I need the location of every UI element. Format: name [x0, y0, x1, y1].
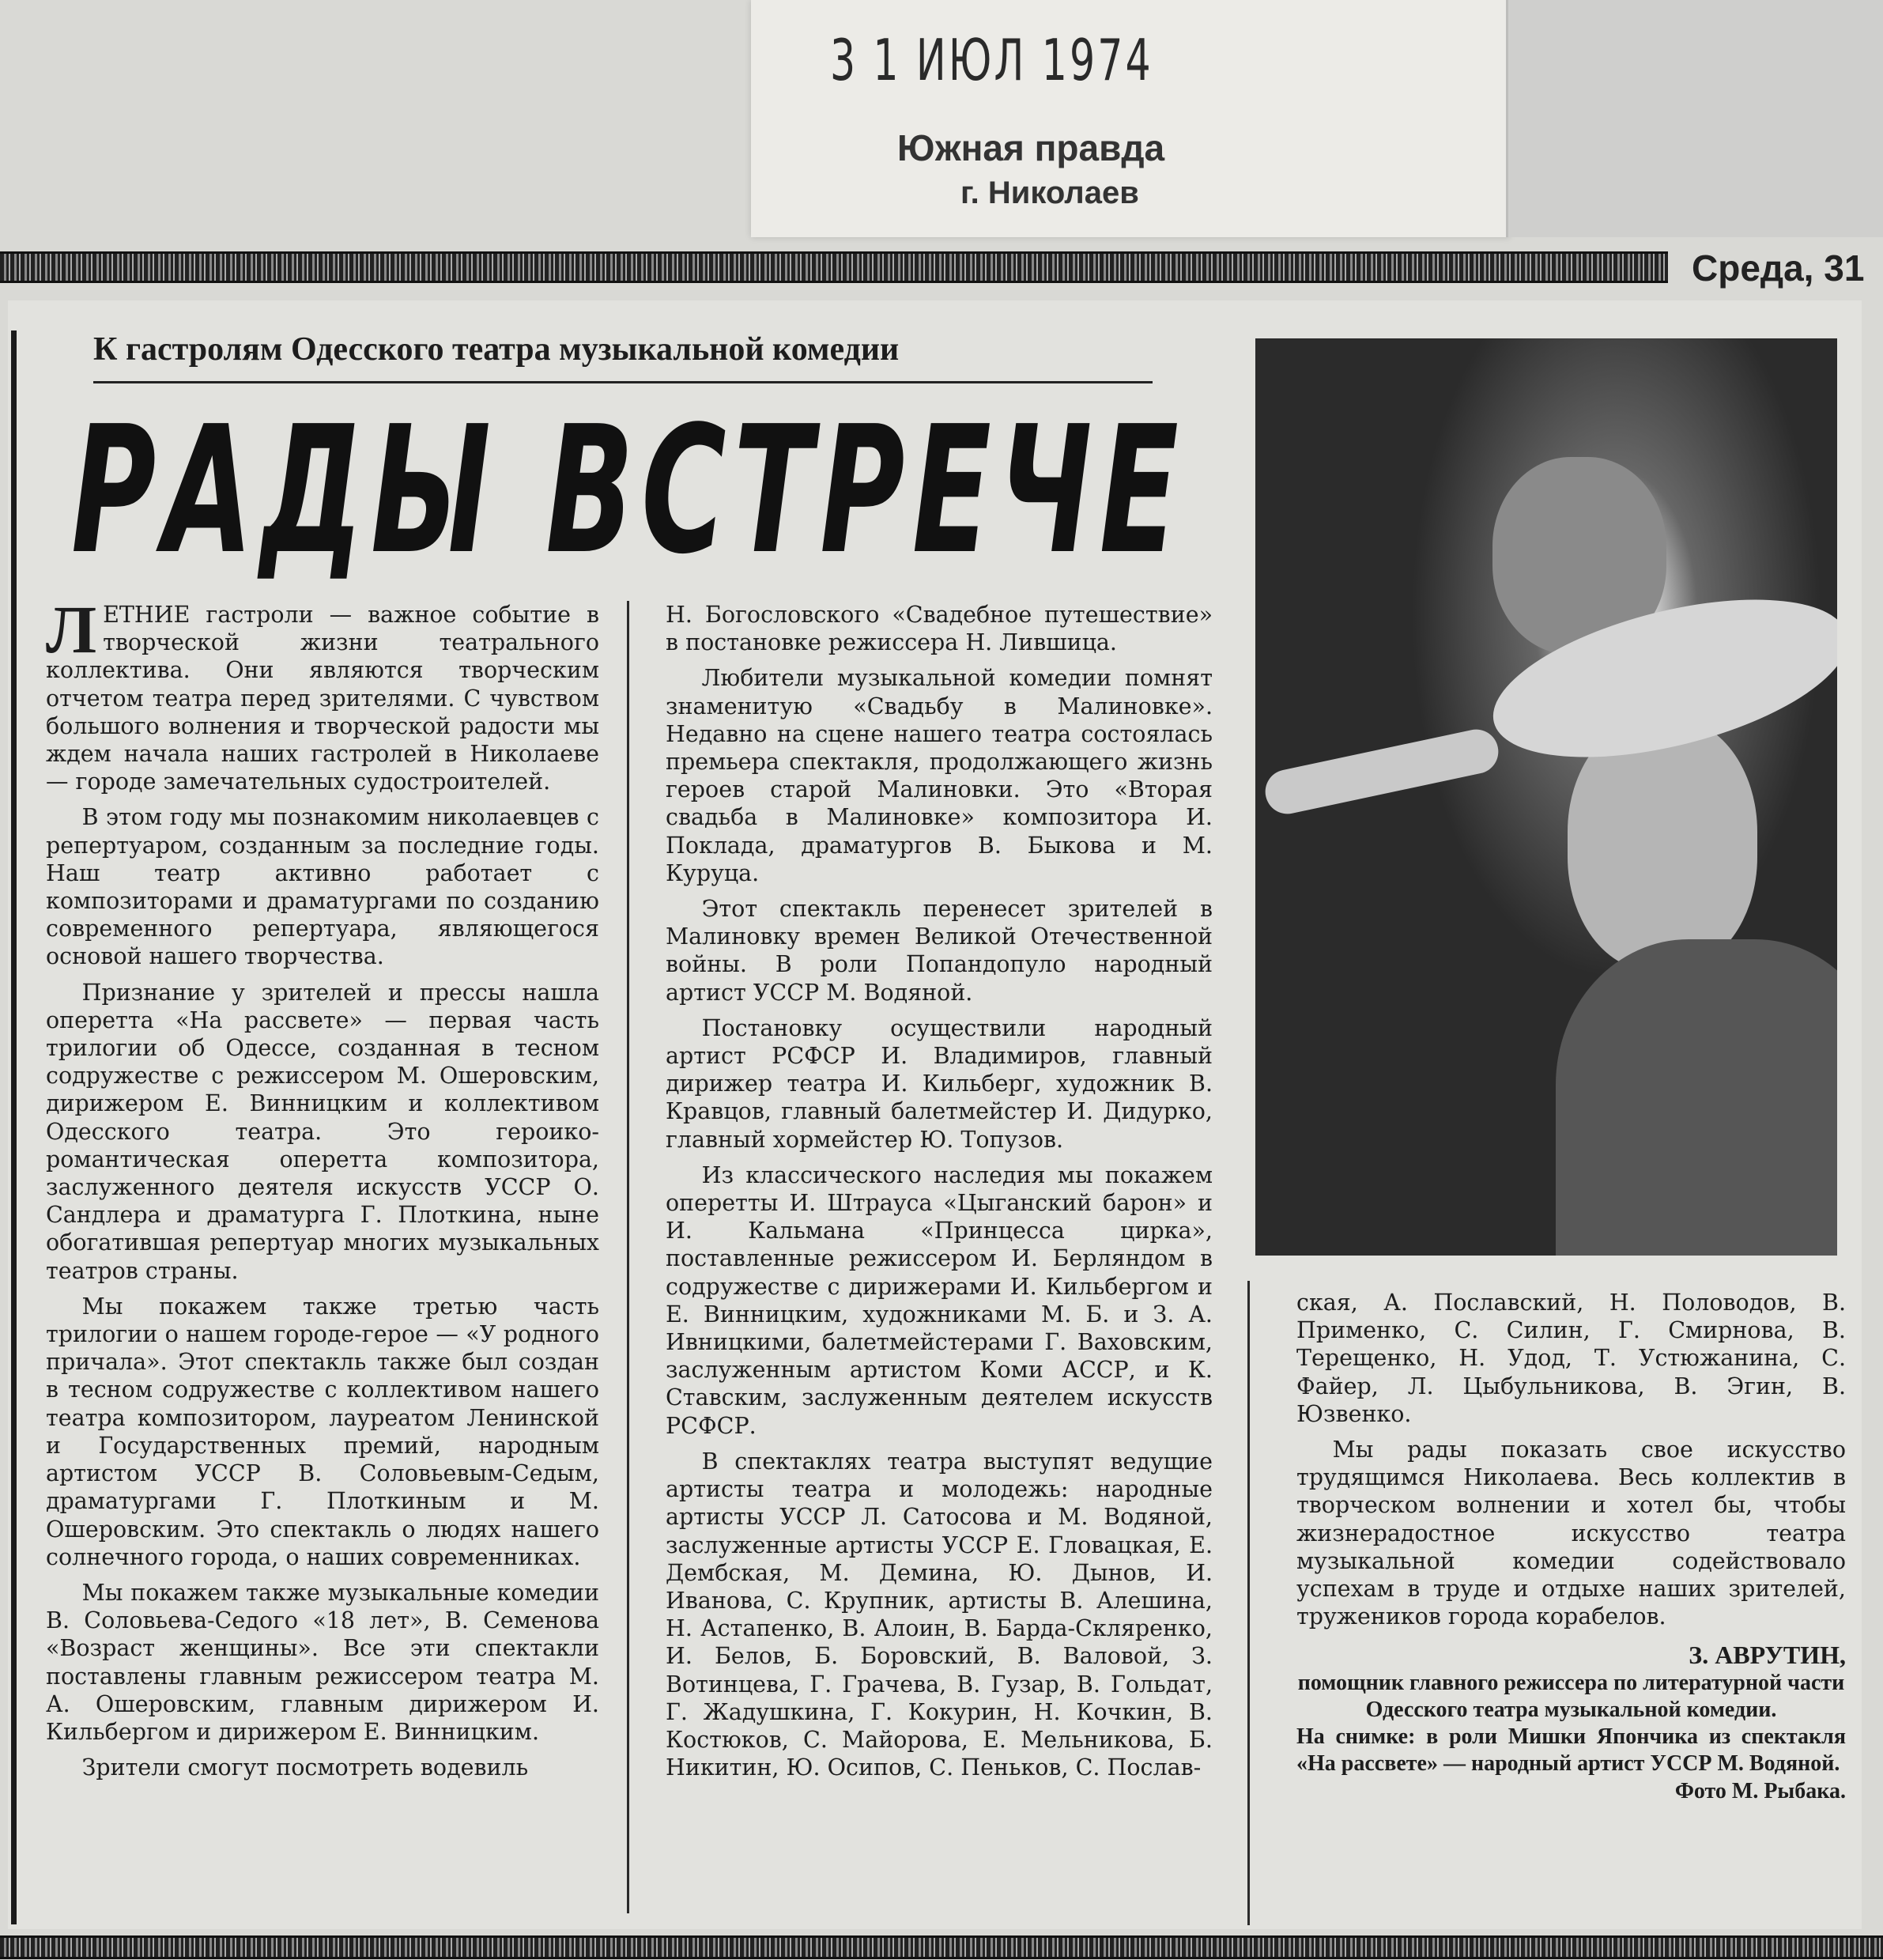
heading-underline: [93, 381, 1153, 383]
author-name: З. АВРУТИН,: [1689, 1641, 1846, 1670]
bottom-border-rule: [0, 1935, 1883, 1959]
top-border-rule: [0, 251, 1668, 283]
column-divider: [627, 601, 629, 1913]
drop-cap: Л: [46, 591, 97, 667]
column-2: [666, 601, 1213, 1781]
paragraph-3: Признание у зрителей и прессы нашла оперетта «На рассвете» — первая часть трилогии об Одессе, созданная в тесном содружестве с режиссером М. Ошеровским, дирижером Е. Винницким и коллективом Одесского театра. Это героико-романтическая оперетта композитора, заслуженного деятеля искусств УССР О. Сандлера и драматурга Г. Плоткина, ныне обогатившая репертуар многих музыкальных театров страны.: [46, 979, 599, 1284]
paragraph-5: Из классического наследия мы покажем оперетты И. Штрауса «Цыганский барон» и И. Кальмана «Принцесса цирка», поставленные режиссером И. Берляндом в содружестве с дирижерами И. Кильбергом и Е. Винницким, художниками М. Б. и З. А. Ивницкими, балетмейстерами Г. Ваховским, заслуженным артистом Коми АССР, и К. Ставским, заслуженным деятелем искусств РСФСР.: [666, 1161, 1213, 1439]
actor-photo: [1255, 338, 1837, 1256]
photo-caption: На снимке: в роли Мишки Япончика из спектакля «На рассвете» — народный артист УССР М. Водяной.: [1296, 1724, 1846, 1776]
column-1: [46, 591, 599, 1781]
article-title: РАДЫ ВСТРЕЧЕ: [71, 389, 1187, 593]
photo-credit: Фото М. Рыбака.: [1674, 1778, 1846, 1803]
date-stamp: 3 1 ИЮЛ 1974: [830, 27, 1153, 93]
paragraph-6: Зрители смогут посмотреть водевиль: [81, 1754, 529, 1781]
paragraph-2: Любители музыкальной комедии помнят знаменитую «Свадьбу в Малиновке». Недавно на сцене нашего театра состоялась премьера спектакля, продолжающего жизнь героев старой Малиновки. Это «Вторая свадьба в Малиновке» композитора И. Поклада, драматургов В. Быкова и М. Куруца.: [666, 665, 1213, 886]
paragraph-3: Этот спектакль перенесет зрителей в Малиновку времен Великой Отечественной войны. В роли Попандопуло народный артист УССР М. Водяной.: [666, 896, 1213, 1006]
paragraph-5: Мы покажем также музыкальные комедии В. Соловьева-Седого «18 лет», В. Семенова «Возраст женщины». Все эти спектакли поставлены главным режиссером театра М. А. Ошеровским, главным дирижером И. Кильбергом и дирижером Е. Винницким.: [46, 1579, 599, 1745]
column-3: [1296, 1289, 1846, 1805]
column-divider: [1247, 1281, 1250, 1925]
newspaper-city: г. Николаев: [960, 176, 1139, 210]
clipping-stamp: [751, 0, 1510, 237]
paragraph-1: ЛЕТНИЕ гастроли — важное событие в творческой жизни театрального коллектива. Они являются творческим отчетом театра перед зрителями. С чувством большого волнения и творческой радости мы ждем начала наших гастролей в Николаеве — городе замечательных судостроителей.: [46, 591, 599, 795]
article-heading: К гастролям Одесского театра музыкальной комедии: [93, 331, 900, 368]
paragraph-2: Мы рады показать свое искусство трудящимся Николаева. Весь коллектив в творческом волнении и хотел бы, чтобы жизнерадостное искусство театра музыкальной комедии содействовало успехам в труде и отдыхе наших зрителей, тружеников города корабелов.: [1296, 1437, 1846, 1630]
paragraph-4: Мы покажем также третью часть трилогии о нашем городе-герое — «У родного причала». Этот спектакль также был создан в тесном содружестве с коллективом нашего театра композитором, лауреатом Ленинской и Государственных премий, народным артистом УССР В. Соловьевым-Седым, драматургами Г. Плоткиным и М. Ошеровским. Это спектакль о людях нашего солнечного города, о наших современниках.: [46, 1293, 599, 1570]
backing-card: [1506, 0, 1883, 237]
photo-coat: [1556, 939, 1837, 1256]
left-border-bar: [11, 330, 17, 1924]
paragraph-6: В спектаклях театра выступят ведущие артисты театра и молодежь: народные артисты УССР Л. Сатосова и М. Водяной, заслуженные артисты УССР Е. Гловацкая, Е. Дембская, М. Демина, Ю. Дынов, И. Иванова, С. Крупник, артисты В. Алешина, Н. Астапенко, В. Алоин, В. Барда-Скляренко, И. Белов, Б. Боровский, В. Валовой, З. Вотинцева, Г. Грачева, В. Гузар, В. Гольдат, Г. Жадушкина, Г. Кокурин, Н. Кочкин, В. Костюков, С. Майорова, Е. Мельникова, Б. Никитин, Ю. Осипов, С. Пеньков, С. Послав-: [666, 1448, 1213, 1781]
paragraph-2: В этом году мы познакомим николаевцев с репертуаром, созданным за последние годы. Наш театр активно работает с композиторами и драматургами по созданию современного репертуара, являющегося основой нашего творчества.: [46, 804, 599, 970]
newspaper-name: Южная правда: [897, 127, 1165, 168]
paragraph-1: Н. Богословского «Свадебное путешествие» в постановке режиссера Н. Лившица.: [666, 602, 1213, 656]
photo-hand: [1261, 725, 1502, 818]
paragraph-4: Постановку осуществили народный артист РСФСР И. Владимиров, главный дирижер театра И. Кильберг, художник В. Кравцов, главный балетмейстер И. Дидурко, главный хормейстер Ю. Топузов.: [666, 1014, 1213, 1153]
paragraph-1: ская, А. Пославский, Н. Половодов, В. Применко, С. Силин, Г. Смирнова, В. Терещенко, Н. Удод, Т. Устюжанина, С. Файер, Л. Цыбульникова, В. Эгин, В. Юзвенко.: [1296, 1290, 1846, 1427]
author-role: помощник главного режиссера по литературной части Одесского театра музыкальной комедии.: [1297, 1670, 1845, 1722]
issue-date-line: Среда, 31: [1692, 247, 1865, 289]
